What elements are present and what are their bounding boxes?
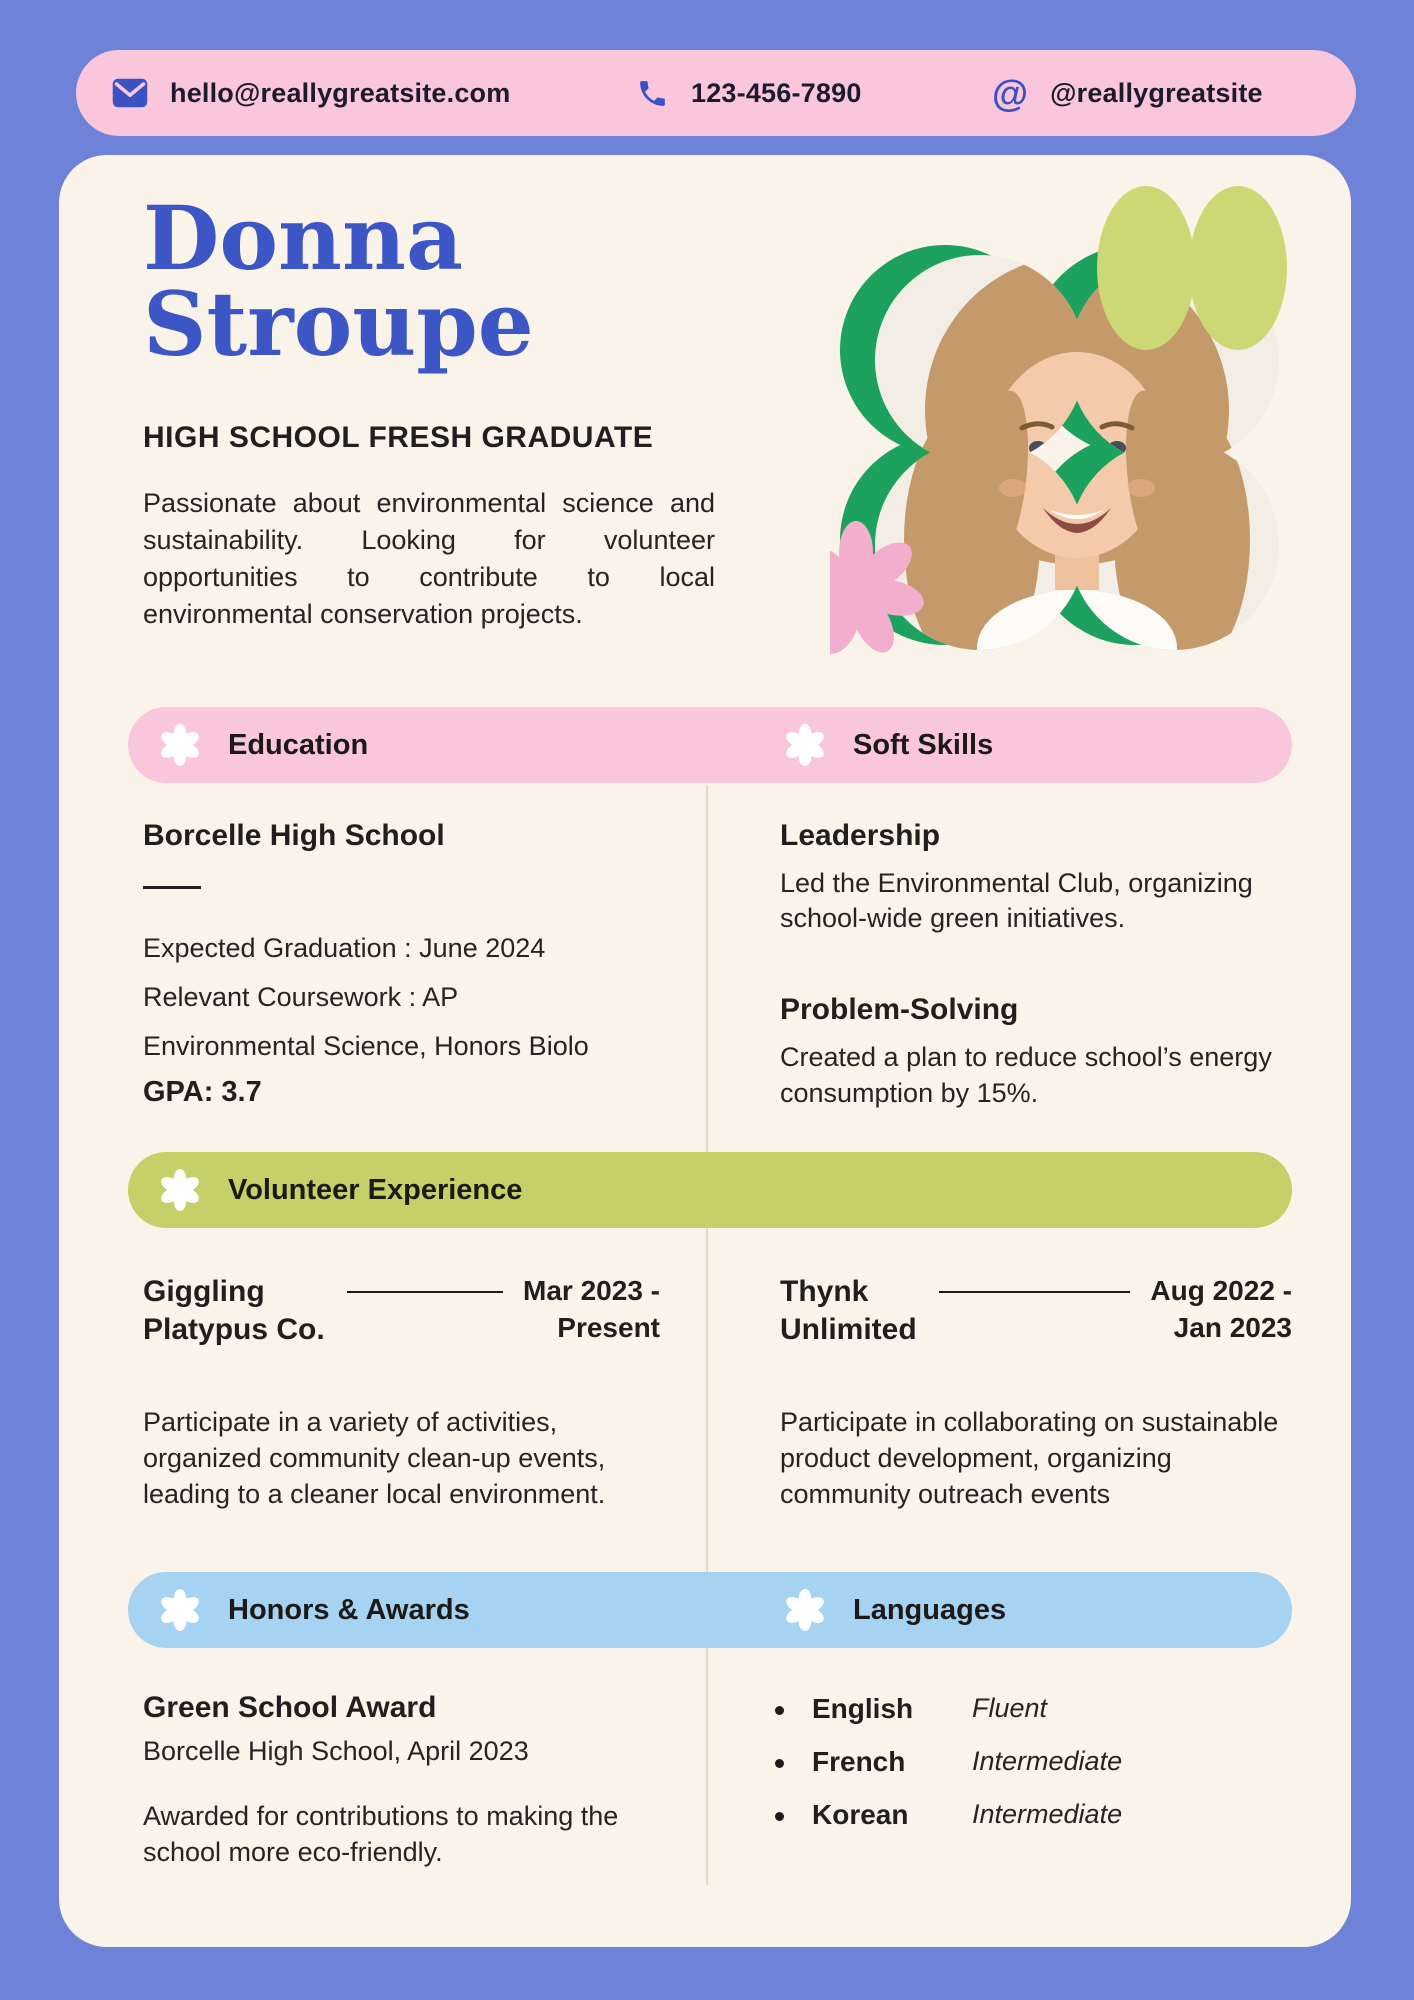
volunteer-description: Participate in collaborating on sustainable product development, organizing community outreach events [780, 1407, 1279, 1509]
connector-line [939, 1291, 1131, 1293]
education-line: Relevant Coursework : AP [143, 981, 459, 1012]
education-section [143, 819, 703, 1109]
soft-skills-heading: Soft Skills [853, 728, 994, 761]
education-line: Environmental Science, Honors Biolo [143, 1031, 589, 1062]
date-range [523, 1273, 660, 1347]
mail-icon [112, 78, 148, 108]
contact-social[interactable] [992, 50, 1263, 136]
section-heading-honors [158, 1572, 470, 1648]
contact-email[interactable] [112, 50, 510, 136]
org-line: Thynk [780, 1275, 869, 1308]
honors-section [143, 1691, 660, 1870]
contact-bar [76, 50, 1356, 136]
contact-phone-text: 123-456-7890 [691, 77, 862, 108]
language-level: Intermediate [972, 1799, 1123, 1829]
language-name: English [812, 1693, 914, 1724]
at-icon: @ [992, 72, 1029, 114]
skill-name: Leadership [780, 819, 941, 852]
about-text: Passionate about environmental science and sustainability. Looking for volunteer opportunities to contribute to local environmental conservation projects. [143, 488, 715, 629]
org-line: Giggling [143, 1275, 265, 1308]
honors-heading: Honors & Awards [228, 1593, 470, 1626]
section-heading-volunteer [158, 1152, 522, 1228]
small-divider [143, 886, 201, 889]
languages-section [775, 1693, 1295, 1852]
first-name: Donna [143, 186, 463, 290]
organization-name [780, 1273, 917, 1349]
date-line: Present [557, 1311, 660, 1343]
org-line: Unlimited [780, 1313, 917, 1347]
award-name: Green School Award [143, 1691, 437, 1724]
flower-icon [158, 1588, 202, 1632]
band-volunteer [128, 1152, 1292, 1228]
volunteer-description: Participate in a variety of activities, organized community clean-up events, leading to a cleaner local environment. [143, 1407, 606, 1509]
resume-card [59, 155, 1351, 1947]
last-name: Stroupe [143, 272, 534, 377]
language-row [775, 1799, 1295, 1831]
date-line: Aug 2022 - [1150, 1275, 1292, 1306]
language-row [775, 1746, 1295, 1778]
bullet-icon [775, 1706, 784, 1715]
language-row [775, 1693, 1295, 1725]
contact-email-text: hello@reallygreatsite.com [170, 77, 511, 108]
languages-heading: Languages [853, 1593, 1007, 1626]
date-range [1150, 1273, 1292, 1347]
language-name: Korean [812, 1799, 909, 1830]
column-divider [706, 785, 708, 1885]
language-name: French [812, 1746, 906, 1777]
flower-icon [783, 723, 827, 767]
flower-icon [158, 723, 202, 767]
contact-social-text: @reallygreatsite [1050, 77, 1263, 108]
award-meta: Borcelle High School, April 2023 [143, 1735, 529, 1766]
role-title: HIGH SCHOOL FRESH GRADUATE [143, 421, 654, 454]
flower-icon [158, 1168, 202, 1212]
language-level: Intermediate [972, 1746, 1123, 1776]
organization-name [143, 1273, 325, 1349]
date-line: Jan 2023 [1173, 1311, 1292, 1343]
band-education-softskills [128, 707, 1292, 783]
school-name: Borcelle High School [143, 819, 445, 852]
phone-icon [636, 77, 669, 110]
connector-line [347, 1291, 503, 1293]
skill-description: Created a plan to reduce school’s energy consumption by 15%. [780, 1041, 1272, 1108]
skill-name: Problem-Solving [780, 993, 1019, 1027]
contact-phone[interactable] [636, 50, 862, 136]
section-heading-languages [783, 1572, 1006, 1648]
education-line: Expected Graduation : June 2024 [143, 932, 546, 963]
page-title [143, 186, 534, 377]
flower-icon [783, 1588, 827, 1632]
profile-photo-composition [830, 183, 1300, 673]
section-heading-soft-skills [783, 707, 993, 783]
language-level: Fluent [972, 1693, 1048, 1723]
soft-skills-section [780, 819, 1285, 1168]
bullet-icon [775, 1812, 784, 1821]
skill-description: Led the Environmental Club, organizing school-wide green initiatives. [780, 867, 1253, 934]
section-heading-education [158, 707, 368, 783]
volunteer-entry [143, 1273, 660, 1513]
bullet-icon [775, 1759, 784, 1768]
band-honors-languages [128, 1572, 1292, 1648]
volunteer-heading: Volunteer Experience [228, 1173, 523, 1206]
gpa-value: GPA: 3.7 [143, 1076, 262, 1109]
date-line: Mar 2023 - [523, 1275, 660, 1306]
education-heading: Education [228, 728, 369, 761]
org-line: Platypus Co. [143, 1313, 325, 1347]
volunteer-entry [780, 1273, 1292, 1513]
award-description: Awarded for contributions to making the school more eco-friendly. [143, 1800, 619, 1867]
